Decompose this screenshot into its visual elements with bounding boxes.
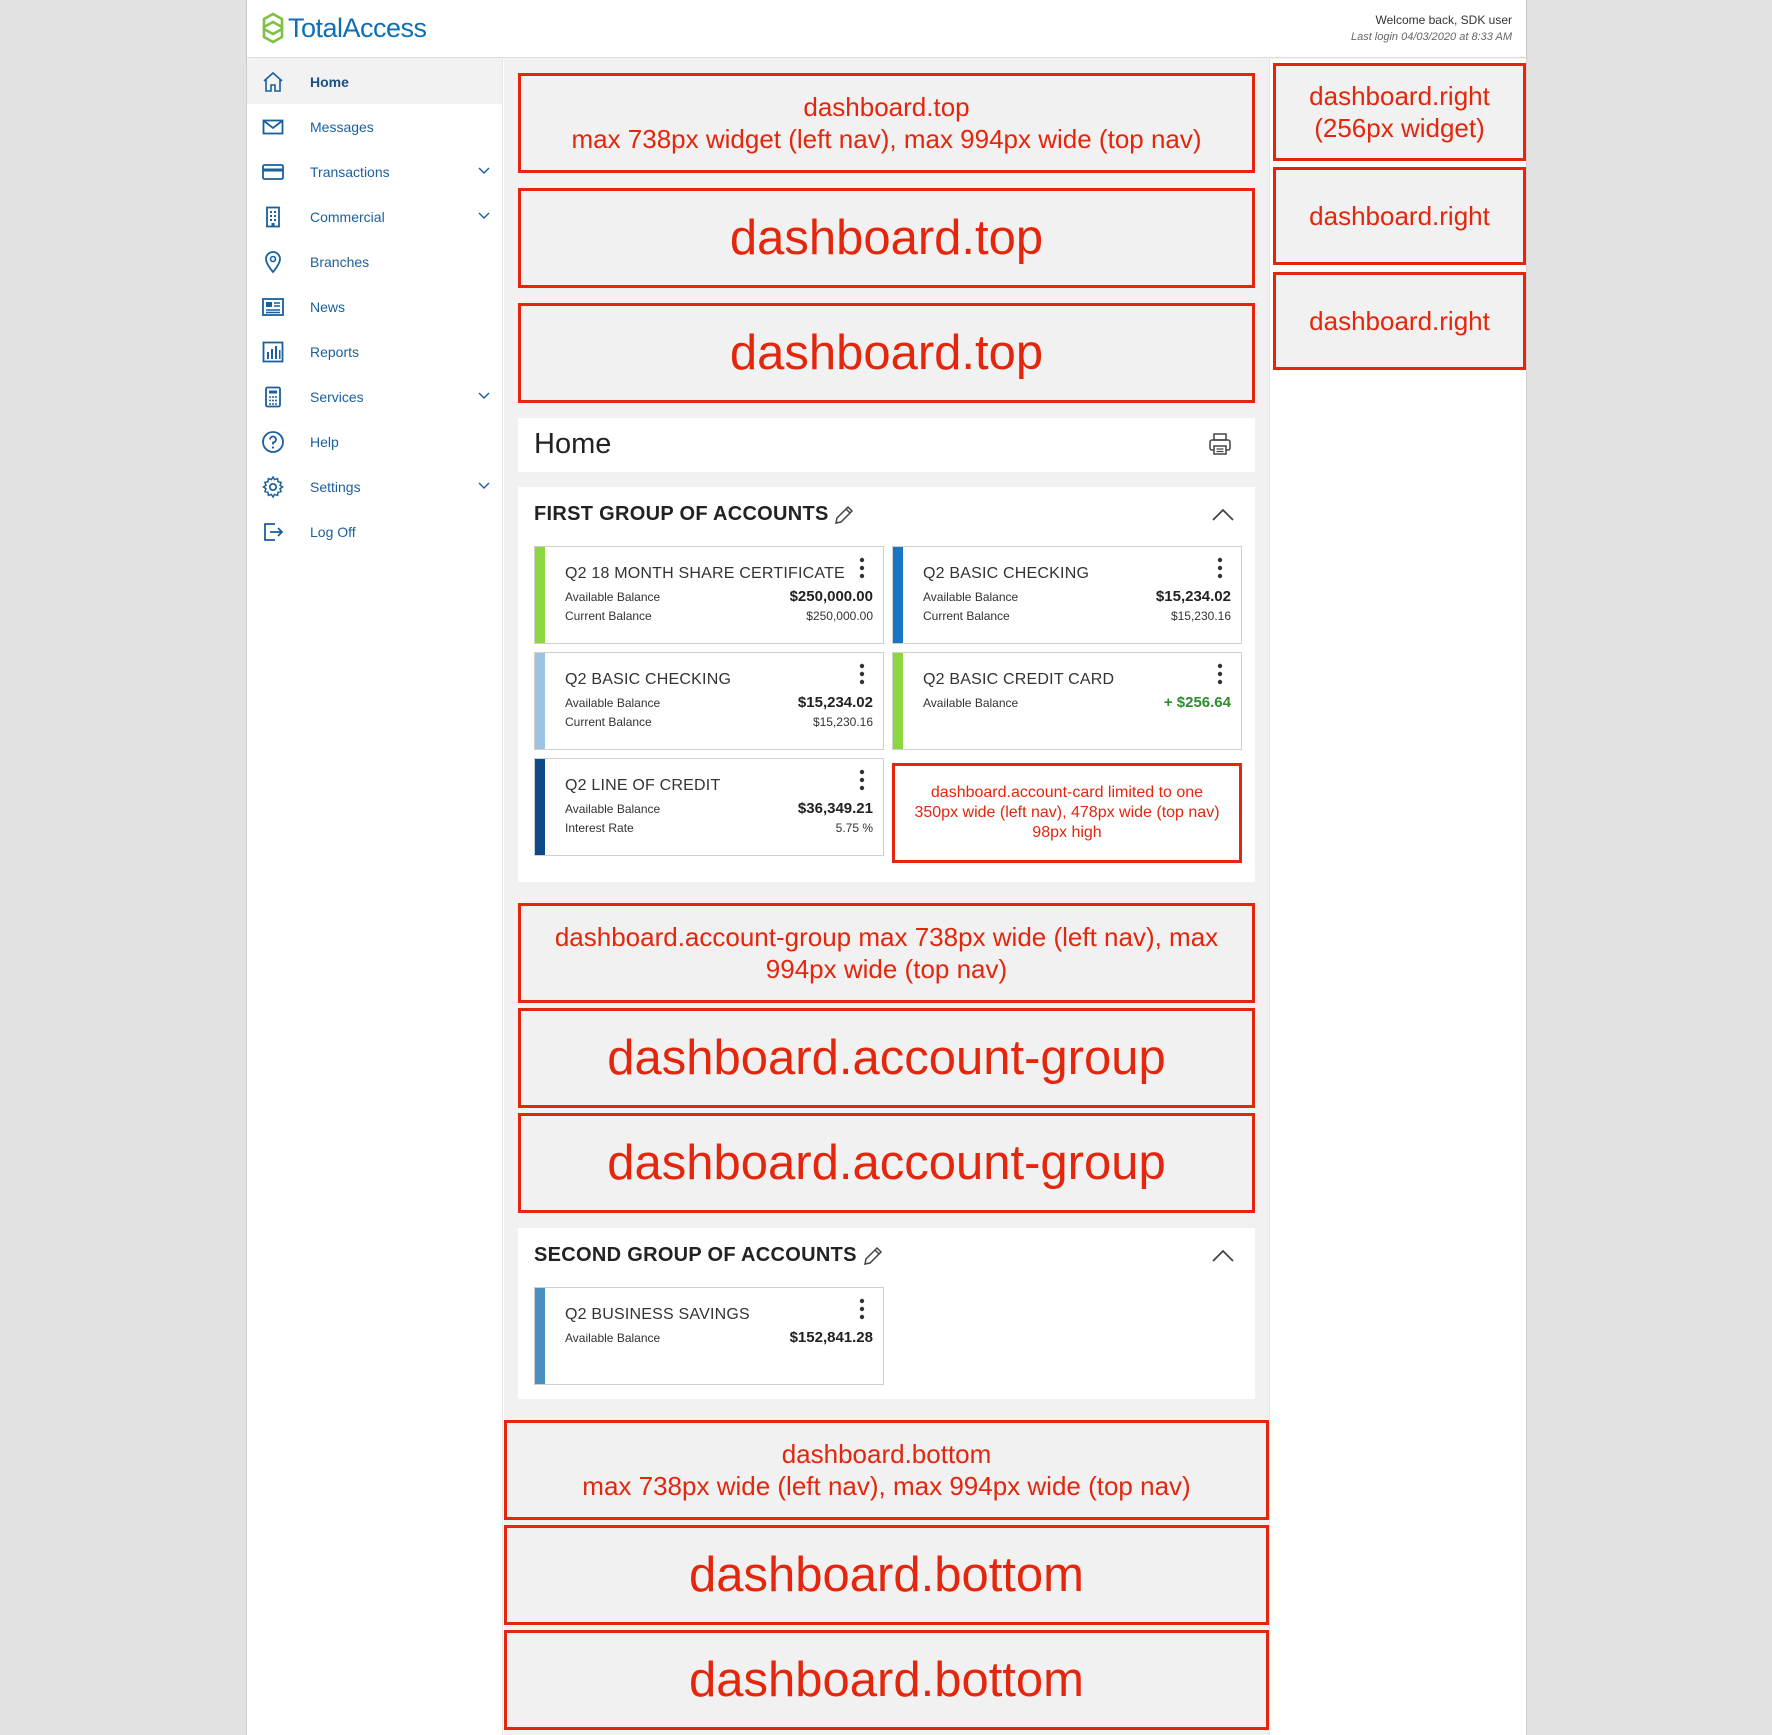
sidebar-item-home[interactable]: [247, 59, 502, 104]
annotation-text: dashboard.top: [729, 326, 1044, 380]
annotation-text: dashboard.bottom: [689, 1548, 1084, 1602]
chevron-up-icon[interactable]: [1211, 508, 1235, 522]
balance-label: Available Balance: [923, 696, 1019, 710]
dashboard-bottom-annotation: [504, 1630, 1269, 1730]
annotation-text: dashboard.bottom max 738px wide (left nav), max 994px wide (top nav): [582, 1439, 1191, 1501]
pencil-icon[interactable]: [833, 504, 855, 526]
account-name: Q2 LINE OF CREDIT: [565, 777, 721, 794]
balance-value: $250,000.00: [789, 588, 873, 605]
balance-value: + $256.64: [1163, 694, 1231, 711]
account-color-bar: [893, 653, 903, 749]
balance-value: $15,230.16: [1170, 609, 1231, 623]
account-name: Q2 BASIC CHECKING: [923, 565, 1090, 582]
dashboard-right-annotation: [1273, 272, 1526, 370]
account-color-bar: [893, 547, 903, 643]
sidebar-item-reports[interactable]: [247, 329, 502, 374]
dashboard-right-annotation: [1273, 167, 1526, 265]
app-window: [246, 0, 1527, 1735]
dashboard-right-annotation: [1273, 63, 1526, 161]
balance-label: Interest Rate: [565, 821, 634, 835]
account-card[interactable]: [534, 758, 884, 856]
balance-label: Current Balance: [565, 715, 652, 729]
balance-label: Available Balance: [565, 590, 661, 604]
sidebar-item-transactions[interactable]: [247, 149, 502, 194]
account-card[interactable]: [534, 1287, 884, 1385]
account-group-annotation: [518, 903, 1255, 1003]
balance-label: Current Balance: [565, 609, 652, 623]
building-icon: [261, 205, 285, 229]
last-login-text: Last login 04/03/2020 at 8:33 AM: [1350, 31, 1512, 43]
annotation-text: dashboard.top max 738px widget (left nav), max 994px wide (top nav): [571, 92, 1202, 154]
annotation-text: dashboard.right: [1309, 201, 1490, 231]
dashboard-top-annotation: [518, 73, 1255, 173]
account-card[interactable]: [534, 546, 884, 644]
balance-value: $15,234.02: [797, 694, 873, 711]
sidebar-item-messages[interactable]: [247, 104, 502, 149]
annotation-text: dashboard.top: [729, 211, 1044, 265]
sidebar-item-settings[interactable]: [247, 464, 502, 509]
question-circle-icon: [261, 430, 285, 454]
account-name: Q2 18 MONTH SHARE CERTIFICATE: [565, 565, 845, 582]
welcome-text: Welcome back, SDK user: [1375, 13, 1512, 27]
group-title: FIRST GROUP OF ACCOUNTS: [534, 503, 829, 525]
calculator-icon: [261, 385, 285, 409]
sidebar-item-label: Messages: [310, 118, 374, 135]
logout-icon: [261, 520, 285, 544]
account-color-bar: [535, 759, 545, 855]
sidebar-item-commercial[interactable]: [247, 194, 502, 239]
sidebar-nav: [247, 59, 503, 1735]
envelope-icon: [261, 115, 285, 139]
chevron-down-icon[interactable]: [478, 481, 490, 491]
page-title-bar: [518, 418, 1255, 472]
newspaper-icon: [261, 295, 285, 319]
more-options-icon[interactable]: [859, 769, 865, 791]
balance-label: Available Balance: [565, 802, 661, 816]
more-options-icon[interactable]: [859, 663, 865, 685]
gear-icon: [261, 475, 285, 499]
sidebar-item-label: News: [310, 298, 346, 315]
sidebar-item-label: Help: [310, 433, 339, 450]
chevron-up-icon[interactable]: [1211, 1249, 1235, 1263]
dashboard-bottom-annotation: [504, 1420, 1269, 1520]
home-icon: [261, 70, 285, 94]
balance-label: Available Balance: [565, 696, 661, 710]
balance-value: $152,841.28: [789, 1329, 873, 1346]
chevron-down-icon[interactable]: [478, 211, 490, 221]
more-options-icon[interactable]: [859, 1298, 865, 1320]
sidebar-item-label: Services: [310, 388, 364, 405]
dashboard-top-annotation: [518, 303, 1255, 403]
annotation-text: dashboard.account-group: [607, 1136, 1166, 1190]
annotation-text: dashboard.right: [1309, 306, 1490, 336]
more-options-icon[interactable]: [1217, 663, 1223, 685]
balance-value: $250,000.00: [806, 609, 873, 623]
group-title: SECOND GROUP OF ACCOUNTS: [534, 1244, 857, 1266]
more-options-icon[interactable]: [1217, 557, 1223, 579]
account-name: Q2 BUSINESS SAVINGS: [565, 1306, 750, 1323]
sidebar-item-label: Transactions: [310, 163, 390, 180]
pencil-icon[interactable]: [862, 1245, 884, 1267]
account-name: Q2 BASIC CREDIT CARD: [923, 671, 1115, 688]
interest-rate-value: 5.75 %: [835, 821, 873, 835]
dashboard-top-annotation: [518, 188, 1255, 288]
annotation-text: dashboard.account-group max 738px wide (left nav), max 994px wide (top nav): [554, 922, 1219, 984]
sidebar-item-label: Settings: [310, 478, 361, 495]
map-pin-icon: [261, 250, 285, 274]
account-color-bar: [535, 547, 545, 643]
bar-chart-icon: [261, 340, 285, 364]
sidebar-item-services[interactable]: [247, 374, 502, 419]
page-title: Home: [534, 428, 612, 460]
credit-card-icon: [261, 160, 285, 184]
sidebar-item-label: Log Off: [310, 523, 356, 540]
account-group-panel: [518, 487, 1255, 882]
account-card-annotation: [892, 763, 1242, 863]
printer-icon[interactable]: [1207, 431, 1233, 457]
sidebar-item-label: Home: [310, 73, 349, 90]
account-name: Q2 BASIC CHECKING: [565, 671, 732, 688]
chevron-down-icon[interactable]: [478, 391, 490, 401]
account-card[interactable]: [892, 546, 1242, 644]
account-color-bar: [535, 653, 545, 749]
chevron-down-icon[interactable]: [478, 166, 490, 176]
more-options-icon[interactable]: [859, 557, 865, 579]
sidebar-item-label: Reports: [310, 343, 360, 360]
sidebar-item-news[interactable]: [247, 284, 502, 329]
balance-value: $36,349.21: [797, 800, 873, 817]
account-card[interactable]: [892, 652, 1242, 750]
balance-label: Current Balance: [923, 609, 1010, 623]
annotation-text: dashboard.right (256px widget): [1309, 81, 1490, 143]
sidebar-item-label: Commercial: [310, 208, 385, 225]
balance-label: Available Balance: [923, 590, 1019, 604]
account-group-panel: [518, 1228, 1255, 1399]
balance-value: $15,234.02: [1155, 588, 1231, 605]
account-group-annotation: [518, 1113, 1255, 1213]
sidebar-item-logoff[interactable]: [247, 509, 502, 554]
balance-label: Available Balance: [565, 1331, 661, 1345]
welcome-block: [1351, 12, 1512, 46]
account-card[interactable]: [534, 652, 884, 750]
sidebar-item-label: Branches: [310, 253, 370, 270]
annotation-text: dashboard.bottom: [689, 1653, 1084, 1707]
dashboard-bottom-annotation: [504, 1525, 1269, 1625]
annotation-text: dashboard.account-card limited to one 350px wide (left nav), 478px wide (top nav) 98px high: [914, 784, 1220, 841]
account-group-annotation: [518, 1008, 1255, 1108]
balance-value: $15,230.16: [812, 715, 873, 729]
logo[interactable]: [261, 12, 427, 44]
account-color-bar: [535, 1288, 545, 1384]
sidebar-item-help[interactable]: [247, 419, 502, 464]
sidebar-item-branches[interactable]: [247, 239, 502, 284]
app-name: TotalAccess: [288, 12, 427, 43]
logo-icon: [261, 12, 285, 44]
top-header: [247, 0, 1526, 58]
annotation-text: dashboard.account-group: [607, 1031, 1166, 1085]
